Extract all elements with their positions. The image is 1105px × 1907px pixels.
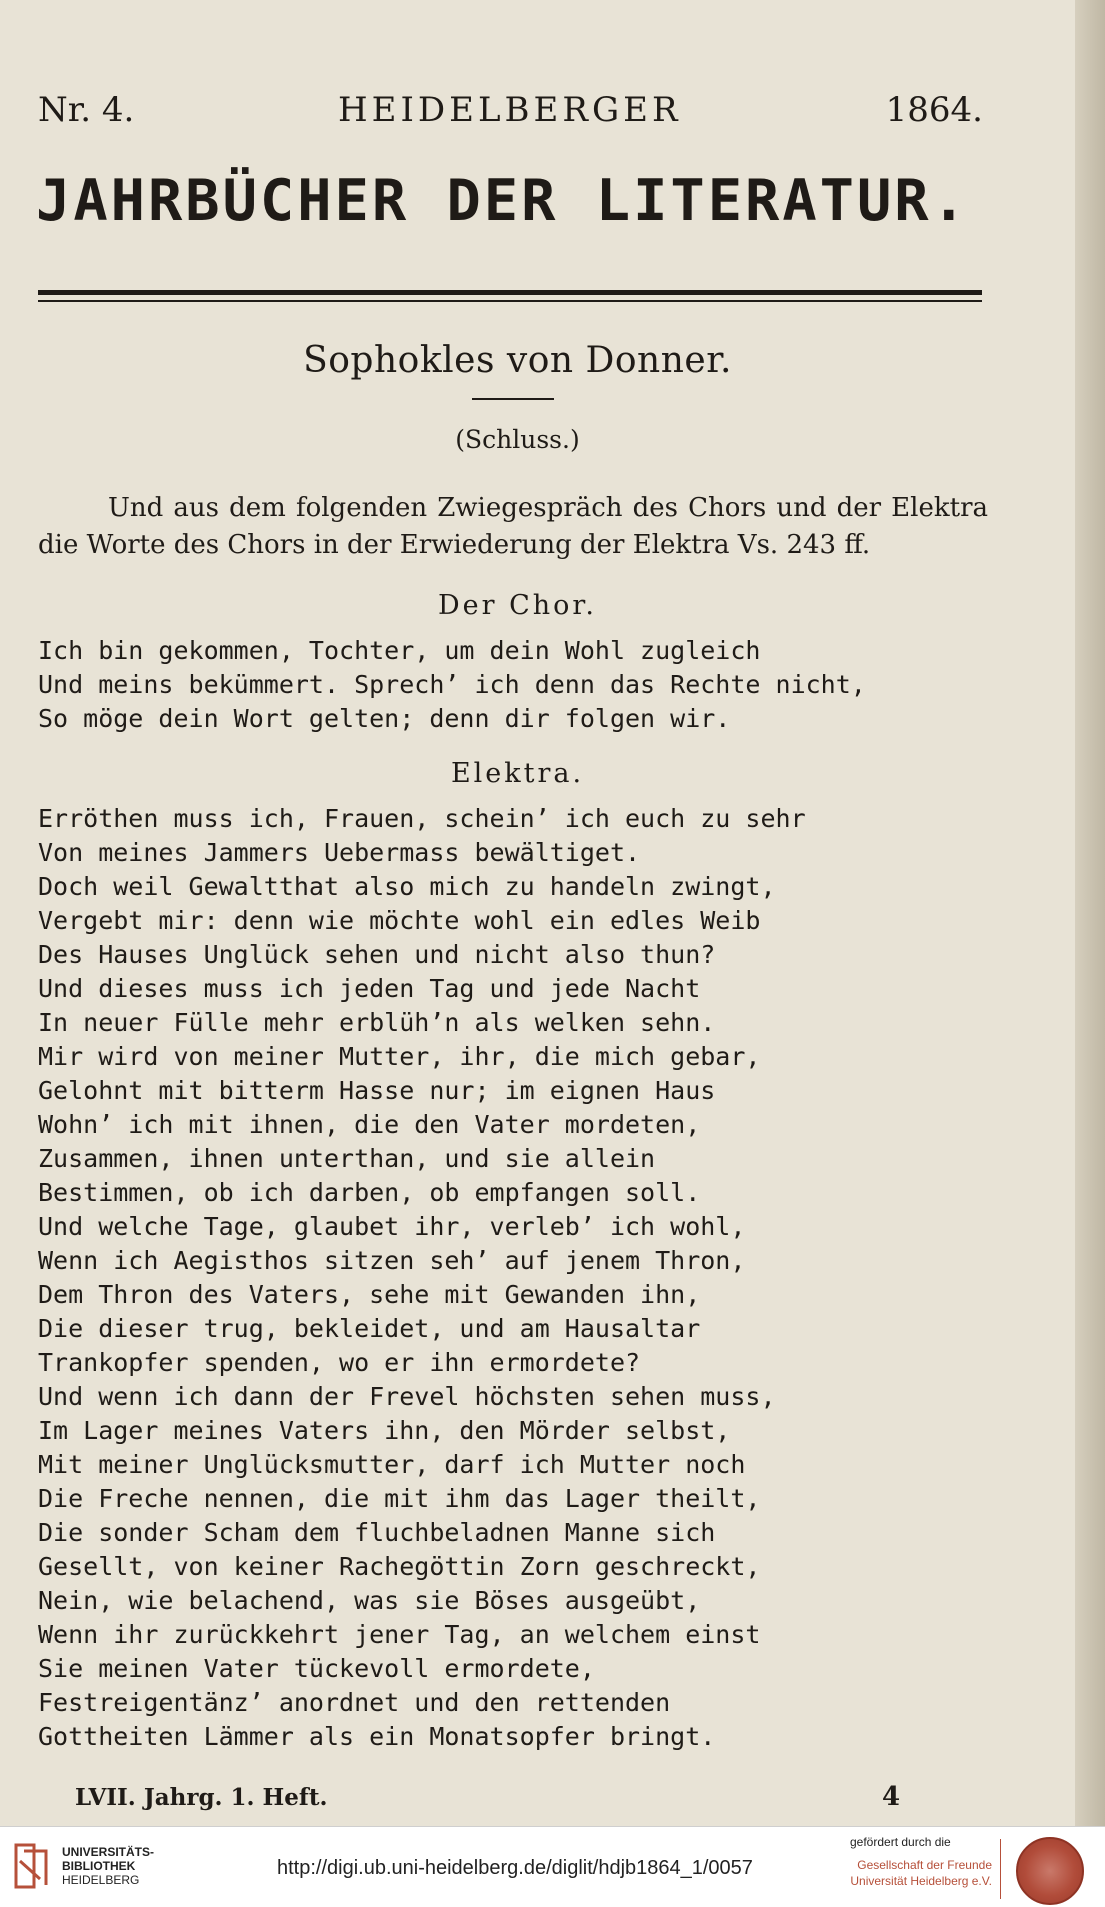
- verse-line: Die sonder Scham dem fluchbeladnen Manne sich: [38, 1518, 716, 1547]
- verse-line: Wenn ihr zurückkehrt jener Tag, an welchem einst: [38, 1620, 761, 1649]
- verse-line: Im Lager meines Vaters ihn, den Mörder selbst,: [38, 1416, 731, 1445]
- verse-line: Gelohnt mit bitterm Hasse nur; im eignen Haus: [38, 1076, 716, 1105]
- speaker-elektra: Elektra.: [450, 758, 585, 789]
- issue-year: 1864.: [885, 90, 983, 130]
- verse-line: Dem Thron des Vaters, sehe mit Gewanden ihn,: [38, 1280, 701, 1309]
- verse-line: Vergebt mir: denn wie möchte wohl ein edles Weib: [38, 906, 761, 935]
- journal-title: JAHRBÜCHER DER LITERATUR.: [36, 168, 969, 234]
- article-subtitle: (Schluss.): [455, 425, 580, 454]
- verse-line: Mit meiner Unglücksmutter, darf ich Mutter noch: [38, 1450, 746, 1479]
- sponsor-separator: [1000, 1839, 1001, 1899]
- title-rule-thick: [38, 290, 982, 295]
- title-divider: [472, 398, 554, 400]
- verse-line: Gesellt, von keiner Rachegöttin Zorn geschreckt,: [38, 1552, 761, 1581]
- verse-line: Und welche Tage, glaubet ihr, verleb’ ich wohl,: [38, 1212, 746, 1241]
- verse-line: Des Hauses Unglück sehen und nicht also thun?: [38, 940, 716, 969]
- verse-line: Sie meinen Vater tückevoll ermordete,: [38, 1654, 595, 1683]
- university-seal-icon: [1016, 1837, 1084, 1905]
- verse-line: Und meins bekümmert. Sprech’ ich denn das Rechte nicht,: [38, 670, 866, 699]
- intro-paragraph: Und aus dem folgenden Zwiegespräch des Chors und der Elektra die Worte des Chors in der Erwiederung der Elektra Vs. 243 ff.: [38, 493, 988, 560]
- verse-line: Doch weil Gewaltthat also mich zu handeln zwingt,: [38, 872, 776, 901]
- verse-line: So möge dein Wort gelten; denn dir folgen wir.: [38, 704, 731, 733]
- sponsor-name: Gesellschaft der Freunde Universität Heidelberg e.V.: [850, 1858, 992, 1888]
- verse-line: Und dieses muss ich jeden Tag und jede Nacht: [38, 974, 701, 1003]
- permalink-url[interactable]: http://digi.ub.uni-heidelberg.de/diglit/hdjb1864_1/0057: [277, 1857, 753, 1879]
- verse-line: Die Freche nennen, die mit ihm das Lager theilt,: [38, 1484, 761, 1513]
- verse-line: Gottheiten Lämmer als ein Monatsopfer bringt.: [38, 1722, 716, 1751]
- verse-line: Mir wird von meiner Mutter, ihr, die mich gebar,: [38, 1042, 761, 1071]
- running-header: [38, 90, 983, 140]
- library-name: UNIVERSITÄTS- BIBLIOTHEK HEIDELBERG: [62, 1845, 155, 1887]
- verse-line: Erröthen muss ich, Frauen, schein’ ich euch zu sehr: [38, 804, 806, 833]
- title-rule-thin: [38, 300, 982, 302]
- verse-line: Trankopfer spenden, wo er ihn ermordete?: [38, 1348, 641, 1377]
- verse-line: In neuer Fülle mehr erblüh’n als welken sehn.: [38, 1008, 716, 1037]
- library-logo-icon: [10, 1841, 54, 1891]
- publication-name: HEIDELBERGER: [338, 90, 682, 130]
- speaker-chor: Der Chor.: [438, 590, 597, 621]
- issue-number: Nr. 4.: [38, 90, 135, 130]
- verse-line: Von meines Jammers Uebermass bewältiget.: [38, 838, 641, 867]
- verse-line: Wohn’ ich mit ihnen, die den Vater mordeten,: [38, 1110, 701, 1139]
- verse-line: Wenn ich Aegisthos sitzen seh’ auf jenem Thron,: [38, 1246, 746, 1275]
- verse-line: Die dieser trug, bekleidet, und am Hausaltar: [38, 1314, 701, 1343]
- elektra-verses: [38, 802, 958, 1754]
- verse-line: Ich bin gekommen, Tochter, um dein Wohl zugleich: [38, 636, 761, 665]
- sponsor-intro: gefördert durch die: [850, 1835, 951, 1849]
- verse-line: Bestimmen, ob ich darben, ob empfangen soll.: [38, 1178, 701, 1207]
- chor-verses: [38, 634, 958, 736]
- viewer-footer-bar: [0, 1826, 1105, 1907]
- verse-line: Zusammen, ihnen unterthan, und sie allein: [38, 1144, 656, 1173]
- verse-line: Und wenn ich dann der Frevel höchsten sehen muss,: [38, 1382, 776, 1411]
- article-title: Sophokles von Donner.: [303, 340, 732, 381]
- verse-line: Nein, wie belachend, was sie Böses ausgeübt,: [38, 1586, 701, 1615]
- verse-line: Festreigentänz’ anordnet und den rettenden: [38, 1688, 671, 1717]
- signature-mark: LVII. Jahrg. 1. Heft.: [75, 1784, 328, 1811]
- page-mark: 4: [882, 1782, 901, 1812]
